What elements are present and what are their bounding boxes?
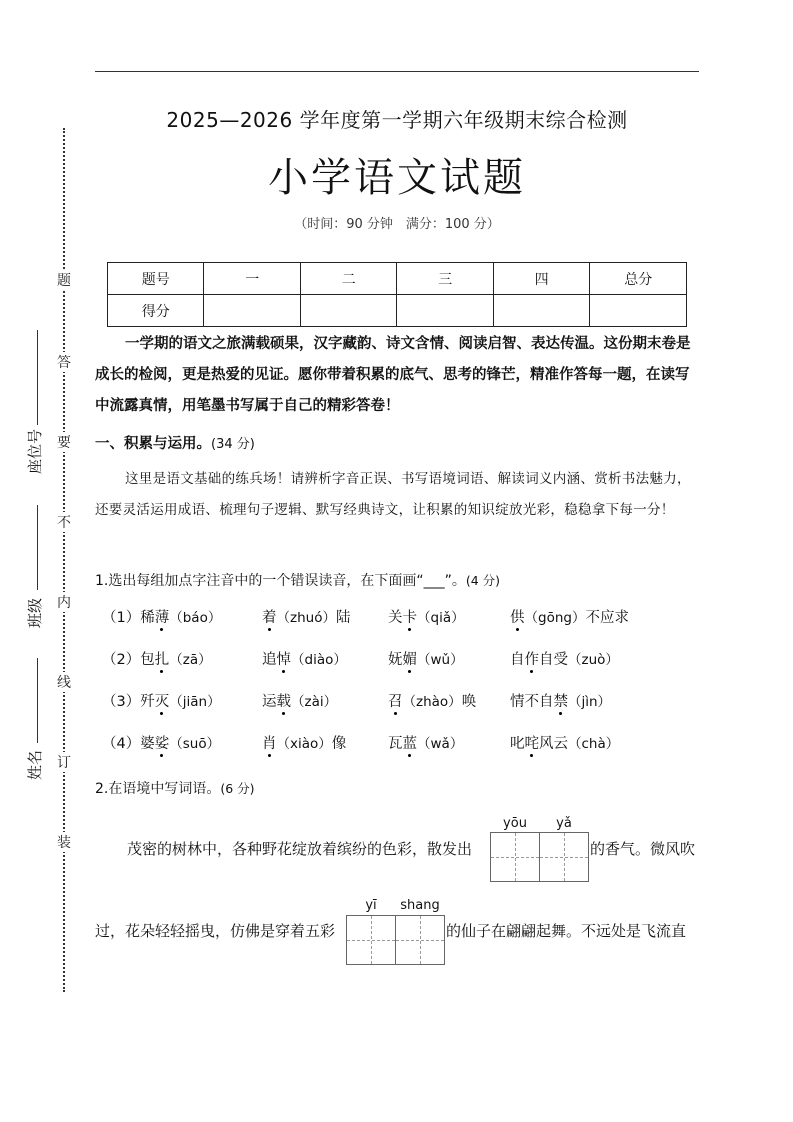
line2-post xyxy=(446,920,706,941)
binding-word: 要 xyxy=(55,432,73,452)
q1-dotted-char: 卡 xyxy=(403,606,418,627)
q1-row-number: （4） xyxy=(102,736,141,752)
q1-pinyin: （chà） xyxy=(568,736,620,752)
q1-word-prefix: 歼 xyxy=(140,694,155,710)
q1-option[interactable] xyxy=(510,606,629,627)
q1-option[interactable] xyxy=(388,648,464,669)
question2-points: (6 分) xyxy=(220,781,255,796)
q1-pinyin: （jìn） xyxy=(568,694,612,710)
q1-row-number: （1） xyxy=(102,610,141,626)
blank2-pinyin-1: yī xyxy=(365,898,377,913)
q1-dotted-char: 肖 xyxy=(262,732,277,753)
question1-text: 1.选出每组加点字注音中的一个错误读音，在下面画“___”。 xyxy=(95,573,466,589)
question1-prompt xyxy=(95,570,500,590)
q1-option[interactable] xyxy=(262,732,346,753)
q1-pinyin: （diào） xyxy=(291,652,347,668)
score-header-cell: 一 xyxy=(204,263,300,295)
class-label: 班级 xyxy=(26,597,44,628)
q1-pinyin: （wǎ） xyxy=(417,736,464,752)
q1-pinyin: （zhào） xyxy=(402,694,462,710)
section1-title: 一、积累与运用。 xyxy=(95,436,211,452)
q1-pinyin: （báo） xyxy=(169,610,222,626)
q1-pinyin: （zhuó） xyxy=(276,610,336,626)
score-blank-cell[interactable] xyxy=(300,295,396,327)
line2-post-text: 的仙子在翩翩起舞。不远处是飞流直 xyxy=(446,922,687,940)
blank1-pinyin-2: yǎ xyxy=(556,816,572,831)
answer-cell[interactable] xyxy=(491,833,540,881)
q1-option[interactable] xyxy=(102,606,221,627)
q1-word-prefix: 包 xyxy=(140,652,155,668)
q1-option[interactable] xyxy=(102,648,212,669)
q1-dotted-char: 召 xyxy=(388,690,403,711)
line1-post-text: 的香气。微风吹 xyxy=(590,840,696,858)
q1-dotted-char: 扎 xyxy=(155,648,170,669)
q1-word-suffix: 唤 xyxy=(461,694,477,710)
score-header-cell: 题号 xyxy=(108,263,204,295)
q1-dotted-char: 悼 xyxy=(277,648,292,669)
q1-word-prefix: 情不自 xyxy=(510,694,554,710)
q1-dotted-char: 薄 xyxy=(155,606,170,627)
q1-pinyin: （wǔ） xyxy=(417,652,464,668)
line1-pre-text: 茂密的树林中，各种野花绽放着缤纷的色彩，散发出 xyxy=(127,840,473,858)
question2-text: 2.在语境中写词语。 xyxy=(95,781,221,797)
name-label: 姓名 xyxy=(26,749,44,780)
answer-grid-1[interactable] xyxy=(490,832,589,882)
section1-guide: 这里是语文基础的练兵场！请辨析字音正误、书写语境词语、解读词义内涵、赏析书法魅力，还要灵活运用成语、梳理句子逻辑、默写经典诗文，让积累的知识绽放光彩，稳稳拿下每一分！ xyxy=(95,471,691,518)
exam-title: 小学语文试题 xyxy=(268,155,526,201)
q1-dotted-char: 灭 xyxy=(155,690,170,711)
binding-word: 订 xyxy=(55,752,73,772)
blank2-pinyin-2: shang xyxy=(400,898,440,913)
binding-word: 装 xyxy=(55,832,73,852)
q1-row-number: （2） xyxy=(102,652,141,668)
q1-option[interactable] xyxy=(510,690,611,711)
q1-pinyin: （qiǎ） xyxy=(417,610,465,626)
question1-points: (4 分) xyxy=(465,573,501,588)
intro-paragraph: 一学期的语文之旅满载硕果，汉字藏韵、诗文含情、阅读启智、表达传温。这份期末卷是成长的检阅，更是热爱的见证。愿你带着积累的底气、思考的锋芒，精准作答每一题，在读写中流露真情，用笔墨书写属于自己的精彩答卷！ xyxy=(95,336,691,414)
q1-option[interactable] xyxy=(262,648,347,669)
answer-cell[interactable] xyxy=(540,833,588,881)
section1-points: (34 分) xyxy=(211,437,255,452)
q1-dotted-char: 娑 xyxy=(155,732,170,753)
q1-pinyin: （zài） xyxy=(291,694,338,710)
score-header-cell: 三 xyxy=(397,263,493,295)
q1-option[interactable] xyxy=(262,690,337,711)
seat-number-field[interactable] xyxy=(37,330,38,425)
q1-option[interactable] xyxy=(388,606,465,627)
class-field[interactable] xyxy=(37,505,38,590)
q1-word-prefix: 稀 xyxy=(140,610,155,626)
q1-pinyin: （xiào） xyxy=(276,736,332,752)
q1-word-prefix: 追 xyxy=(262,652,277,668)
q1-dotted-char: 着 xyxy=(262,606,277,627)
name-field[interactable] xyxy=(37,658,38,743)
q1-dotted-char: 作 xyxy=(525,648,540,669)
time-info: （时间：90 分钟 满分：100 分） xyxy=(294,217,500,232)
score-blank-cell[interactable] xyxy=(397,295,493,327)
q1-word-suffix: 像 xyxy=(331,736,347,752)
line2-pre-text: 过，花朵轻轻摇曳，仿佛是穿着五彩 xyxy=(95,922,336,940)
q1-option[interactable] xyxy=(102,732,220,753)
score-blank-cell[interactable] xyxy=(493,295,589,327)
q1-word-prefix: 婆 xyxy=(140,736,155,752)
score-header-cell: 总分 xyxy=(590,263,687,295)
q1-dotted-char: 媚 xyxy=(403,648,418,669)
q1-option[interactable] xyxy=(262,606,350,627)
q1-dotted-char: 供 xyxy=(510,606,525,627)
binding-dotted-line xyxy=(63,128,65,992)
q1-word-suffix: 不应求 xyxy=(585,610,629,626)
score-label-cell: 得分 xyxy=(108,295,204,327)
q1-word-prefix: 关 xyxy=(388,610,403,626)
q1-dotted-char: 禁 xyxy=(554,690,569,711)
score-header-cell: 二 xyxy=(300,263,396,295)
section1-heading xyxy=(95,432,255,453)
q1-pinyin: （gōng） xyxy=(524,610,586,626)
q1-option[interactable] xyxy=(388,690,476,711)
q1-option[interactable] xyxy=(510,732,619,753)
score-table xyxy=(107,262,687,327)
q1-pinyin: （jiān） xyxy=(169,694,221,710)
q1-pinyin: （zuò） xyxy=(568,652,619,668)
answer-grid-2[interactable] xyxy=(346,915,445,965)
binding-word: 答 xyxy=(55,352,73,372)
q1-word-prefix: 妩 xyxy=(388,652,403,668)
score-blank-cell[interactable] xyxy=(590,295,687,327)
q1-option[interactable] xyxy=(510,648,619,669)
q1-dotted-char: 蓝 xyxy=(403,732,418,753)
score-header-cell: 四 xyxy=(493,263,589,295)
seat-number-label: 座位号 xyxy=(26,428,44,474)
q1-word-prefix: 运 xyxy=(262,694,277,710)
q1-word-prefix: 自 xyxy=(510,652,525,668)
q1-dotted-char: 载 xyxy=(277,690,292,711)
q1-word-prefix: 叱 xyxy=(510,736,525,752)
score-table-header-row xyxy=(108,263,687,295)
q1-word-prefix: 瓦 xyxy=(388,736,403,752)
binding-word: 题 xyxy=(55,270,73,290)
exam-subtitle: 2025—2026 学年度第一学期六年级期末综合检测 xyxy=(166,108,628,132)
q1-pinyin: （zā） xyxy=(169,652,212,668)
binding-word: 不 xyxy=(55,512,73,532)
top-rule xyxy=(95,71,699,72)
q1-pinyin: （suō） xyxy=(169,736,221,752)
answer-cell[interactable] xyxy=(347,916,396,964)
blank1-pinyin-1: yōu xyxy=(503,816,527,831)
binding-word: 内 xyxy=(55,592,73,612)
q1-word-suffix: 风云 xyxy=(539,736,568,752)
answer-cell[interactable] xyxy=(396,916,444,964)
q1-word-suffix: 陆 xyxy=(335,610,351,626)
q1-option[interactable] xyxy=(102,690,221,711)
score-blank-cell[interactable] xyxy=(204,295,300,327)
score-table-score-row xyxy=(108,295,687,327)
q1-dotted-char: 咤 xyxy=(525,732,540,753)
q1-option[interactable] xyxy=(388,732,463,753)
q1-row-number: （3） xyxy=(102,694,141,710)
q1-word-suffix: 自受 xyxy=(539,652,568,668)
question2-prompt xyxy=(95,778,255,798)
line1-post xyxy=(590,838,700,859)
binding-word: 线 xyxy=(55,672,73,692)
